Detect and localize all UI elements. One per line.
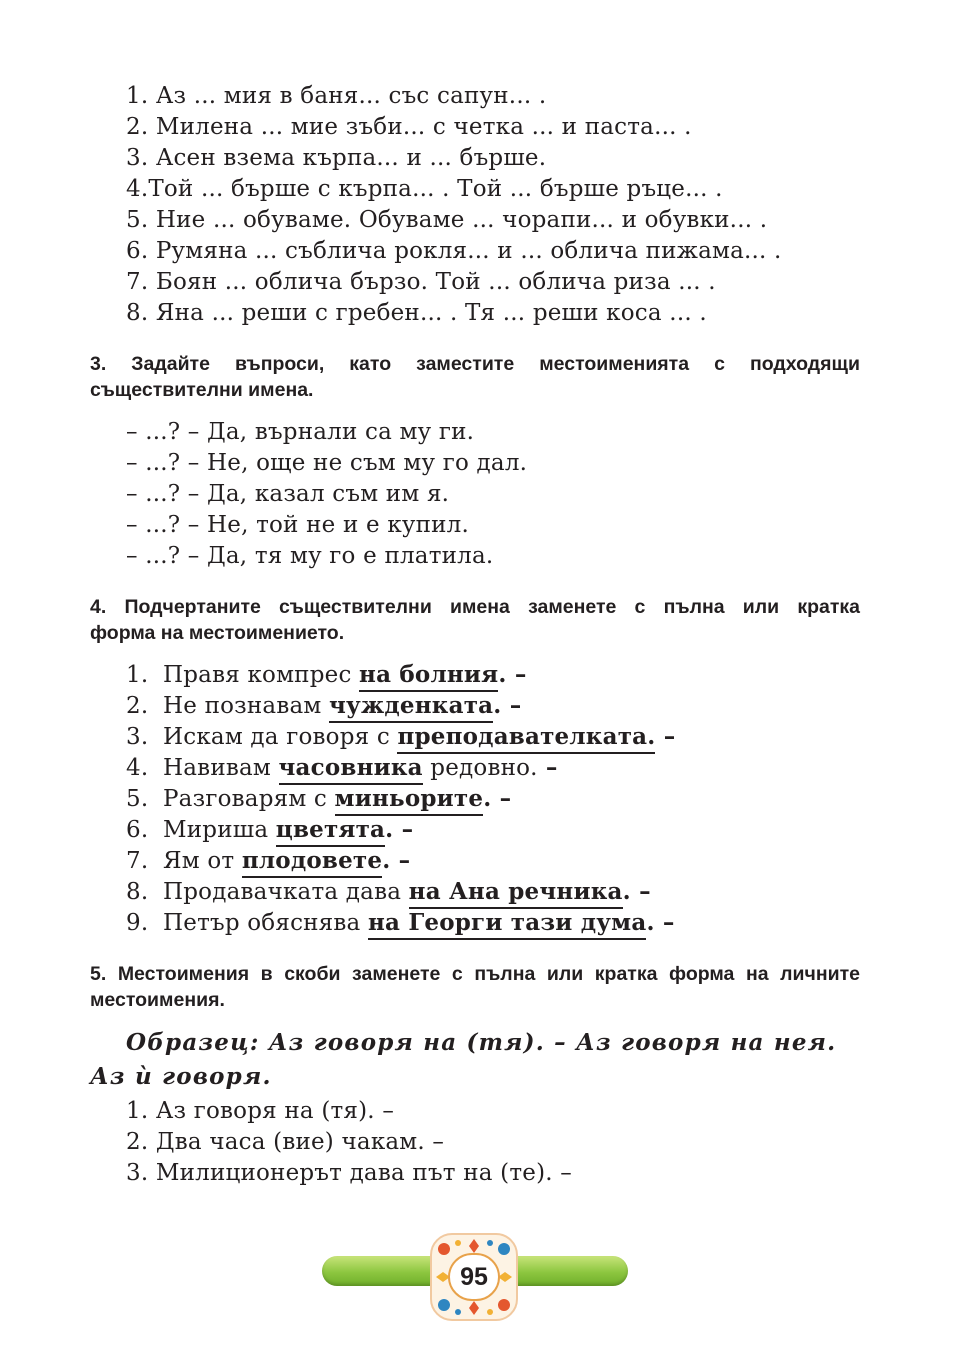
list-item: 3. Милиционерът дава път на (те). –: [126, 1160, 572, 1186]
item-number: 5.: [126, 786, 149, 812]
list-item: [126, 721, 675, 752]
item-number: 4.: [126, 755, 149, 781]
item-text-end: .: [646, 909, 655, 936]
exercise-3-heading-line1: 3. Задайте въпроси, като заместите местоименията с подходящи: [90, 353, 860, 375]
answer-dash: –: [393, 816, 414, 843]
item-number: 7.: [126, 848, 149, 874]
item-number: 1.: [126, 662, 149, 688]
item-text: Мириша: [163, 817, 276, 843]
list-item: [126, 783, 675, 814]
list-item: 3. Асен взема кърпа... и ... бърше.: [126, 145, 547, 171]
list-item: – ...? – Не, още не съм му го дал.: [126, 450, 528, 476]
underlined-noun: на Ана речника: [409, 878, 623, 909]
list-item: – ...? – Да, върнали са му ги.: [126, 419, 475, 445]
item-number: 2.: [126, 693, 149, 719]
list-item: – ...? – Да, тя му го е платила.: [126, 543, 494, 569]
item-number: 8.: [126, 879, 149, 905]
list-item: – ...? – Не, той не и е купил.: [126, 512, 470, 538]
item-text-end: .: [493, 692, 502, 719]
exercise-3-list: [126, 417, 527, 572]
item-text: Правя компрес: [163, 662, 360, 688]
list-item: 1. Аз ... мия в баня... със сапун... .: [126, 83, 547, 109]
exercise-4-heading-line1: 4. Подчертаните съществителни имена заменете с пълна или кратка: [90, 596, 860, 618]
answer-dash: –: [537, 754, 558, 781]
item-number: 3.: [126, 724, 149, 750]
item-text-end: .: [622, 878, 631, 905]
answer-dash: –: [501, 692, 522, 719]
item-number: 9.: [126, 910, 149, 936]
exercise-5-heading: [90, 961, 860, 1013]
item-text: Навивам: [163, 755, 279, 781]
exercise-4-list: [126, 659, 675, 938]
list-item: [126, 752, 675, 783]
list-item: – ...? – Да, казал съм им я.: [126, 481, 450, 507]
item-text: Разговарям с: [163, 786, 335, 812]
item-text: Искам да говоря с: [163, 724, 398, 750]
answer-dash: –: [506, 661, 527, 688]
underlined-noun: часовника: [279, 754, 423, 785]
underlined-noun: на Георги тази дума: [368, 909, 646, 940]
item-text-end: редовно.: [422, 755, 538, 781]
list-item: 7. Боян ... облича бързо. Той ... облича риза ... .: [126, 269, 716, 295]
item-text-end: .: [382, 847, 391, 874]
item-text: Продавачката дава: [163, 879, 409, 905]
item-number: 6.: [126, 817, 149, 843]
exercise-3-heading: [90, 351, 860, 403]
underlined-noun: миньорите: [335, 785, 484, 816]
list-item: [126, 845, 675, 876]
item-text-end: .: [498, 661, 507, 688]
list-item: 1. Аз говоря на (тя). –: [126, 1098, 395, 1124]
item-text: Петър обяснява: [163, 910, 368, 936]
underlined-noun: плодовете: [242, 847, 382, 878]
answer-dash: –: [654, 909, 675, 936]
list-item: [126, 690, 675, 721]
exercise-2-list: [126, 81, 782, 329]
list-item: 6. Румяна ... съблича рокля... и ... облича пижама... .: [126, 238, 782, 264]
answer-dash: –: [390, 847, 411, 874]
underlined-noun: на болния: [359, 661, 498, 692]
list-item: 8. Яна ... реши с гребен... . Тя ... реши коса ... .: [126, 300, 707, 326]
exercise-5-heading-line1: 5. Местоимения в скоби заменете с пълна или кратка форма на личните: [90, 963, 860, 985]
list-item: [126, 814, 675, 845]
answer-dash: –: [491, 785, 512, 812]
answer-dash: –: [630, 878, 651, 905]
underlined-noun: цветята: [276, 816, 385, 847]
example-sentence: Образец: Аз говоря на (тя). – Аз говоря на нея. Аз ѝ говоря.: [90, 1029, 837, 1090]
underlined-noun: чужденката: [329, 692, 493, 723]
list-item: [126, 659, 675, 690]
underlined-noun: преподавателката.: [397, 723, 655, 754]
exercise-4-heading-line2: форма на местоимението.: [90, 622, 345, 644]
item-text-end: .: [385, 816, 394, 843]
list-item: [126, 907, 675, 938]
list-item: [126, 876, 675, 907]
exercise-5-heading-line2: местоимения.: [90, 989, 225, 1011]
list-item: 4.Той ... бърше с кърпа... . Той ... бърше ръце... .: [126, 176, 723, 202]
item-text-end: .: [483, 785, 492, 812]
exercise-5-list: [126, 1096, 572, 1189]
list-item: 5. Ние ... обуваме. Обуваме ... чорапи... и обувки... .: [126, 207, 768, 233]
item-text: Не познавам: [163, 693, 330, 719]
list-item: 2. Два часа (вие) чакам. –: [126, 1129, 445, 1155]
item-text: Ям от: [163, 848, 242, 874]
list-item: 2. Милена ... мие зъби... с четка ... и паста... .: [126, 114, 692, 140]
exercise-3-heading-line2: съществителни имена.: [90, 379, 314, 401]
answer-dash: –: [655, 723, 676, 750]
page-number-badge: [430, 1233, 518, 1321]
exercise-4-heading: [90, 594, 860, 646]
page-number: 95: [460, 1263, 488, 1291]
